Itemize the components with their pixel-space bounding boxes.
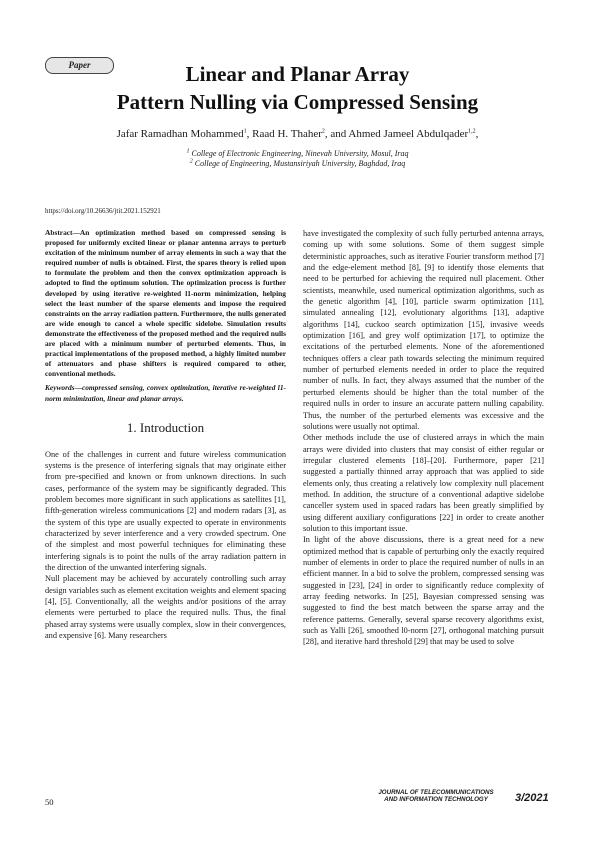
title-line-2: Pattern Nulling via Compressed Sensing <box>116 90 479 114</box>
left-column <box>45 228 286 641</box>
journal-name-line-1: JOURNAL OF TELECOMMUNICATIONS <box>378 789 494 796</box>
intro-paragraph: In light of the above discussions, there is a great need for a new optimized method that is capable of perturbing only the exactly required number of elements in order to place the required number of nulls in an efficient manner. In a bid to solve the problem, compressed sensing was suggested in [23], [24] in order to significantly reduce complexity of array feeding networks. In [25], Bayesian compressed sensing was suggested to find the best match between the sparse array and the reference patterns. Generally, several sparse recovery algorithms exist, such as Yalli [26], smoothed l0-norm [27], orthogonal matching pursuit [28], and iterative hard threshold [29] that may be used to solve <box>303 535 544 647</box>
paper-title <box>60 60 535 116</box>
affiliation-mark: 1 <box>186 148 190 155</box>
right-column <box>303 228 544 648</box>
affiliation-text: College of Engineering, Mustansiriyah University, Baghdad, Iraq <box>194 159 406 168</box>
intro-paragraph: Other methods include the use of clustered arrays in which the main arrays were divided into clusters that may consist of either regular or irregular clustered elements [18]–[20]. Furthermore, paper [21] suggested a partially thinned array approach that was applied to side elements only, thus creating a relatively low complexity null placement method. In addition, the structure of a conventional adaptive sidelobe canceller system used in spaced radars has been greatly simplified by using different auxiliary configurations [22] in order to create another solution to this important issue. <box>303 433 544 533</box>
abstract: Abstract—An optimization method based on compressed sensing is proposed for uniformly excited linear or planar antenna arrays to perturb excitation of the minimum number of array elements in such a way that the required number of nulls is obtained. First, the spares theory is relied upon to formulate the problem and then the convex optimization approach is adopted to find the optimum solution. The optimization process is further developed by using iterative re-weighted l1-norm minimization, helping select the least number of the sparse elements and impose the required constraints on the array radiation pattern. Furthermore, the nulls generated are wide enough to cancel a whole specific sidelobe. Simulation results demonstrate the effectiveness of the proposed method and the required nulls are placed with a minimum number of perturbed elements. Thus, in practical implementations of the proposed method, a highly limited number of attenuators and phase shifters is required compared to other, conventional methods. <box>45 228 286 379</box>
affiliation-1 <box>40 149 555 159</box>
author-affiliation-mark: 1,2 <box>468 128 476 135</box>
issue-number: 3/2021 <box>515 792 549 804</box>
author-name: Raad H. Thaher <box>252 128 322 140</box>
journal-name <box>372 789 500 803</box>
section-heading-introduction: 1. Introduction <box>126 419 205 435</box>
author-name: Jafar Ramadhan Mohammed <box>116 128 244 140</box>
author-affiliation-mark: 2 <box>321 128 325 135</box>
paper-type-badge: Paper <box>45 57 114 74</box>
affiliation-text: College of Electronic Engineering, Ninevah University, Mosul, Iraq <box>191 149 409 158</box>
affiliation-2 <box>40 159 555 169</box>
author-separator: , <box>475 128 479 140</box>
author-list <box>40 128 555 141</box>
keywords: Keywords—compressed sensing, convex optimization, iterative re-weighted l1- norm minimization, linear and planar arrays. <box>45 383 286 403</box>
page-number: 50 <box>45 797 54 807</box>
intro-paragraph: have investigated the complexity of such fully perturbed antenna arrays, coming up with some solutions. Some of them suggest simple deterministic approaches, such as iterative Fourier transform method [7] and the edge-element method [8], [9] to identify those elements that need to be perturbed for achieving the required null placement. Other scientists, meanwhile, used numerical optimization algorithms, such as the genetic algorithm [4], [10], particle swarm optimization [11], simulated annealing [12], evolutionary algorithms [13], adaptive algorithms [14], cuckoo search optimization [15], invasive weeds optimization [16], and grey wolf optimization [17], to optimize the excitations of the perturbed elements. None of the aforementioned techniques offers a clear path towards selecting the minimum required number of perturbed elements needed in order to place the required number of nulls. In fact, they always assumed that the number of the perturbed elements should be higher than the total number of the required nulls in order to insure an accurate pattern nulling capability. Thus, the number of the perturbed elements was excessive and the solutions were usually not optimal. <box>303 229 544 431</box>
author-name: Ahmed Jameel Abdulqader <box>348 128 469 140</box>
intro-paragraph: One of the challenges in current and future wireless communication systems is the presence of interfering signals that may originate either from pre-specified and known or from unknown directions. In such cases, performance of the system may be significantly degraded. This problem becomes more significant in such applications as satellites [1], fifth-generation wireless communications [2] and modern radars [3], as the system of this type are usually expected to operate in environments characterized by sever interference and a very crowded spectrum. One of the simplest and most powerful techniques for eliminating these interfering signals is to point the nulls of the array radiation pattern in the direction of the unwanted interfering signals. <box>45 449 286 573</box>
affiliation-list <box>40 149 555 169</box>
author-separator: , and <box>324 128 349 140</box>
title-line-1: Linear and Planar Array <box>185 62 410 86</box>
doi-link[interactable]: https://doi.org/10.26636/jtit.2021.152921 <box>45 207 161 215</box>
affiliation-mark: 2 <box>189 158 193 165</box>
intro-paragraph: Null placement may be achieved by accurately controlling such array design variables such as element excitation weights and element spacing [4], [5]. Conventionally, all the weights and/or positions of the array elements were perturbed to place the required nulls. Thus, the final phased array systems were usually complex, slow in their convergences, and expensive [6]. Many researchers <box>45 574 286 641</box>
journal-name-line-2: AND INFORMATION TECHNOLOGY <box>384 796 488 803</box>
author-separator: , <box>246 128 253 140</box>
author-affiliation-mark: 1 <box>243 128 247 135</box>
